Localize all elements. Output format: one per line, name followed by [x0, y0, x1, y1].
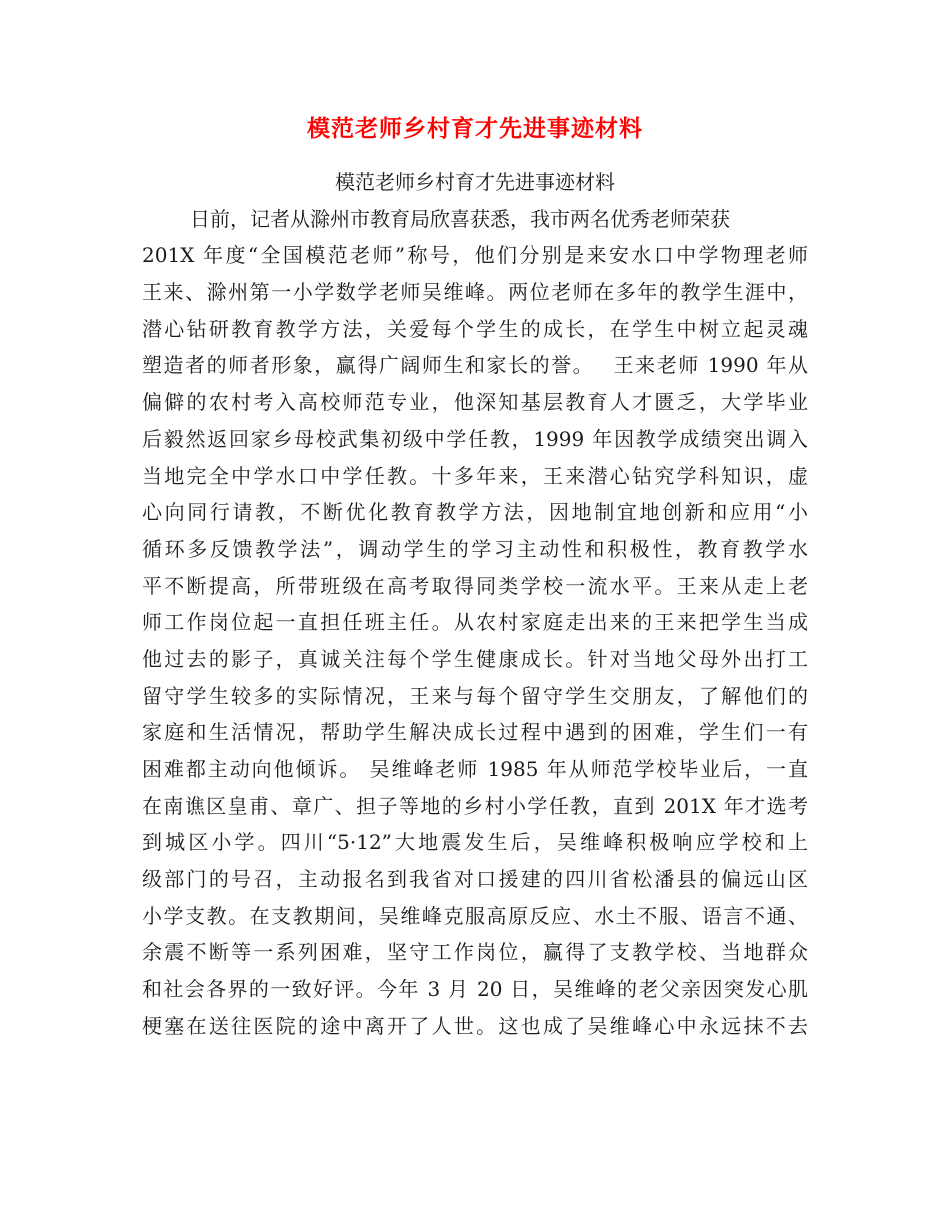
paragraph-line: 201X 年度“全国模范老师”称号，他们分别是来安水口中学物理老师	[142, 243, 808, 268]
paragraph-line: 日前，记者从滁州市教育局欣喜获悉，我市两名优秀老师荣获	[190, 206, 730, 231]
paragraph-line: 心向同行请教，不断优化教育教学方法，因地制宜地创新和应用“小	[142, 500, 808, 525]
paragraph-line: 梗塞在送往医院的途中离开了人世。这也成了吴维峰心中永远抹不去	[142, 1013, 808, 1038]
paragraph-line: 小学支教。在支教期间，吴维峰克服高原反应、水土不服、语言不通、	[142, 903, 808, 928]
paragraph-line: 偏僻的农村考入高校师范专业，他深知基层教育人才匮乏，大学毕业	[142, 390, 808, 415]
paragraph-line: 到城区小学。四川“5·12”大地震发生后，吴维峰积极响应学校和上	[142, 830, 808, 855]
paragraph-line: 留守学生较多的实际情况，王来与每个留守学生交朋友，了解他们的	[142, 683, 808, 708]
paragraph-line: 在南谯区皇甫、章广、担子等地的乡村小学任教，直到 201X 年才选考	[142, 793, 808, 818]
paragraph-line: 循环多反馈教学法”，调动学生的学习主动性和积极性，教育教学水	[142, 536, 808, 561]
paragraph-line: 平不断提高，所带班级在高考取得同类学校一流水平。王来从走上老	[142, 573, 808, 598]
paragraph-line: 塑造者的师者形象，赢得广阔师生和家长的誉。 王来老师 1990 年从	[142, 353, 808, 378]
paragraph-line: 他过去的影子，真诚关注每个学生健康成长。针对当地父母外出打工	[142, 646, 808, 671]
paragraph-line: 后毅然返回家乡母校武集初级中学任教，1999 年因教学成绩突出调入	[142, 426, 808, 451]
paragraph-line: 师工作岗位起一直担任班主任。从农村家庭走出来的王来把学生当成	[142, 610, 808, 635]
paragraph-line: 家庭和生活情况，帮助学生解决成长过程中遇到的困难，学生们一有	[142, 720, 808, 745]
paragraph-line: 潜心钻研教育教学方法，关爱每个学生的成长，在学生中树立起灵魂	[142, 316, 808, 341]
paragraph-line: 困难都主动向他倾诉。 吴维峰老师 1985 年从师范学校毕业后，一直	[142, 757, 808, 781]
document-body	[142, 164, 808, 1045]
paragraph-line: 王来、滁州第一小学数学老师吴维峰。两位老师在多年的教学生涯中，	[142, 280, 808, 305]
paragraph-line: 级部门的号召，主动报名到我省对口援建的四川省松潘县的偏远山区	[142, 867, 808, 892]
paragraph-line: 当地完全中学水口中学任教。十多年来，王来潜心钻究学科知识，虚	[142, 463, 808, 488]
document-subtitle: 模范老师乡村育才先进事迹材料	[335, 170, 615, 194]
document-title: 模范老师乡村育才先进事迹材料	[307, 115, 643, 142]
paragraph-line: 和社会各界的一致好评。今年 3 月 20 日，吴维峰的老父亲因突发心肌	[142, 977, 808, 1002]
paragraph-line: 余震不断等一系列困难，坚守工作岗位，赢得了支教学校、当地群众	[142, 940, 808, 965]
